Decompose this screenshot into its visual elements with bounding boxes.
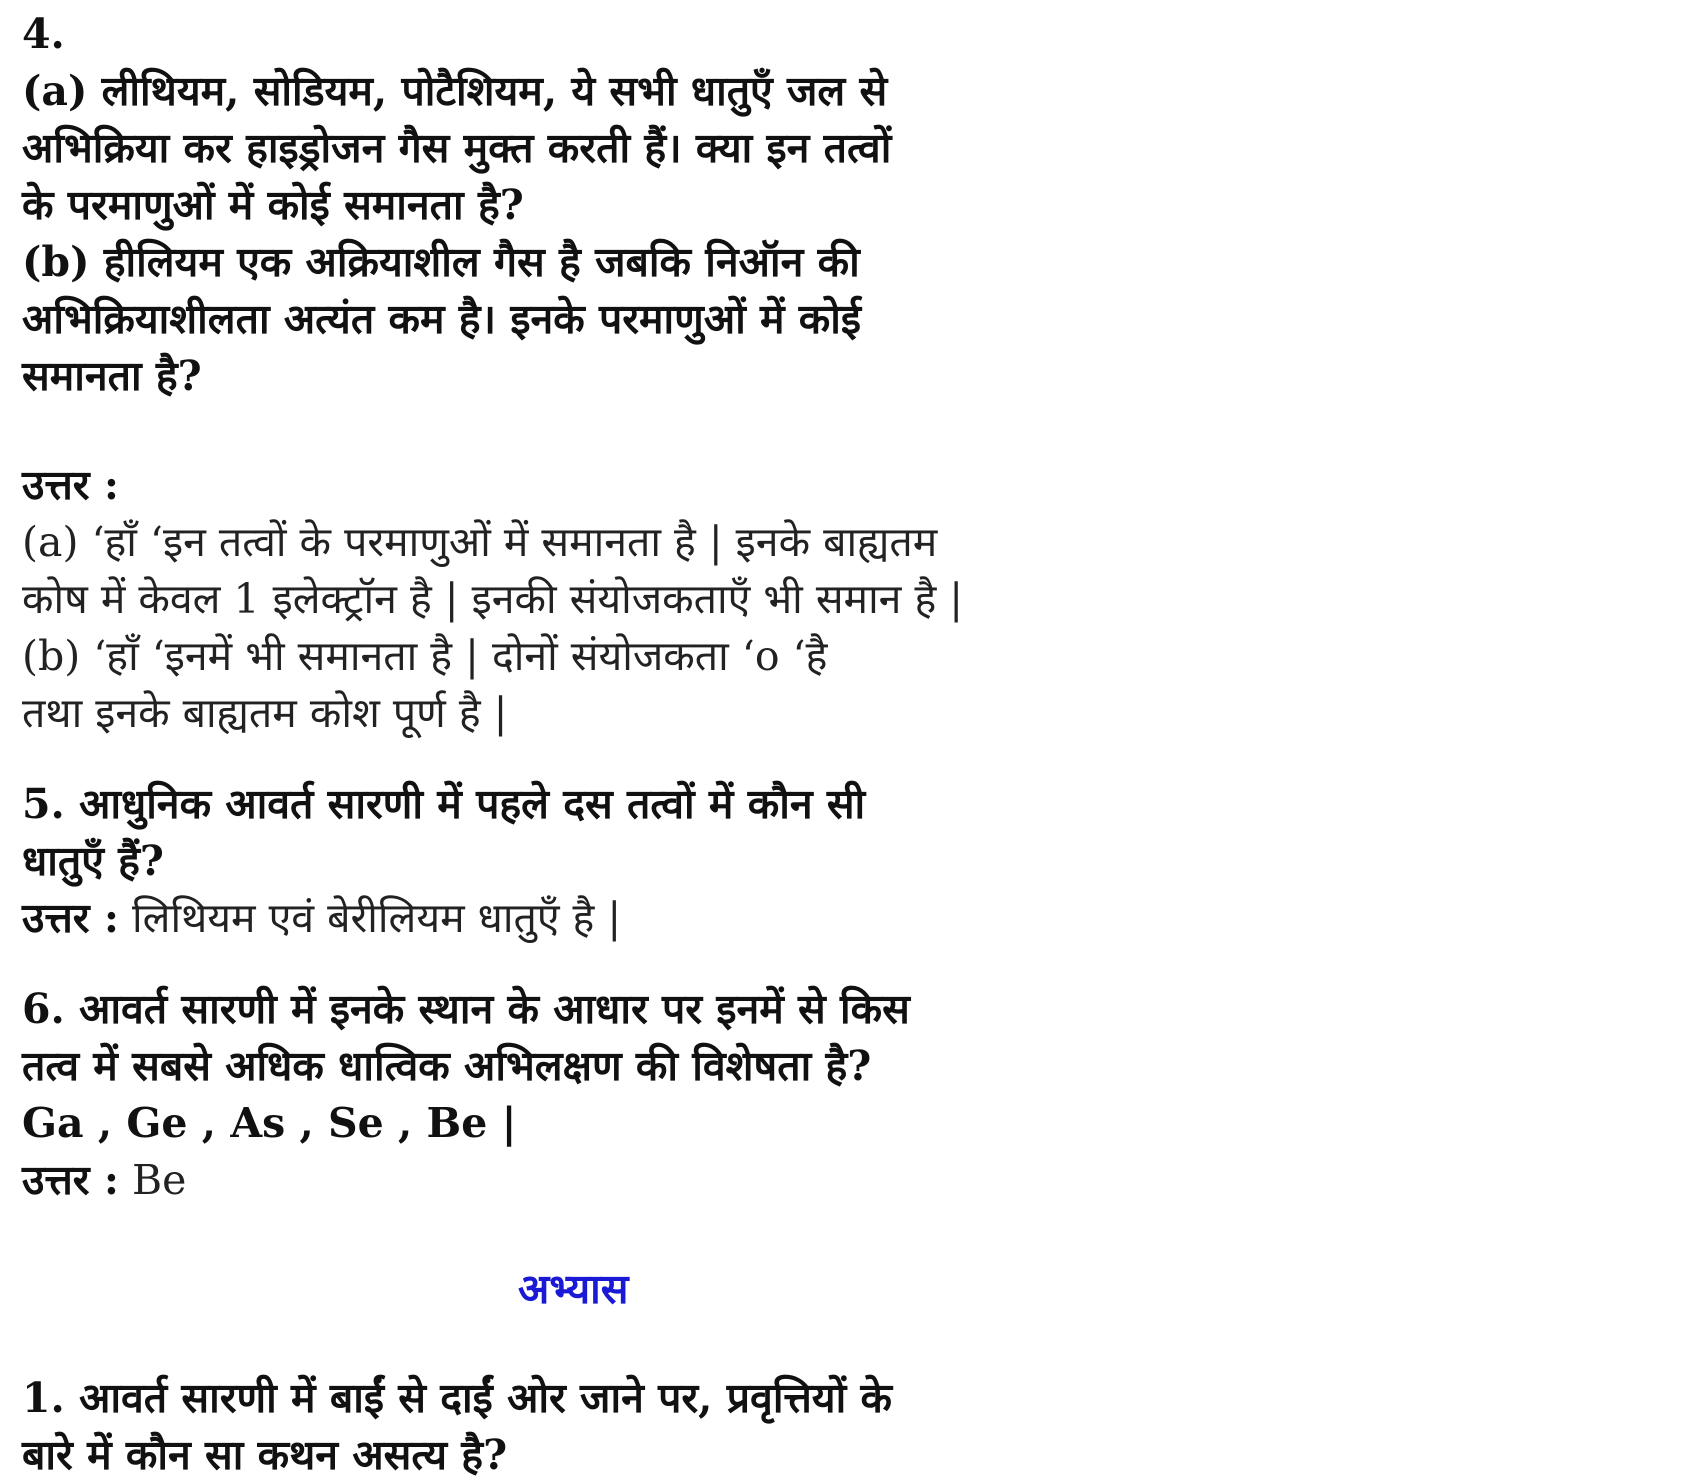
- question-4-number: 4.: [22, 10, 65, 58]
- question-4a-line-2: अभिक्रिया कर हाइड्रोजन गैस मुक्त करती हैं। क्या इन तत्वों: [22, 124, 892, 172]
- answer-6-text: Be: [132, 1156, 187, 1204]
- question-4b-line-3: समानता है?: [22, 352, 202, 400]
- question-5-line-1: 5. आधुनिक आवर्त सारणी में पहले दस तत्वों में कौन सी: [22, 780, 866, 828]
- spacer: [22, 1209, 1142, 1261]
- question-4b-line-1: (b) हीलियम एक अक्रियाशील गैस है जबकि निऑन की: [22, 238, 860, 286]
- spacer: [22, 1318, 1142, 1370]
- question-4a-line-3: के परमाणुओं में कोई समानता है?: [22, 181, 524, 229]
- answer-4-line-4: तथा इनके बाह्यतम कोश पूर्ण है |: [22, 689, 508, 737]
- question-6-line-1: 6. आवर्त सारणी में इनके स्थान के आधार पर इनमें से किस: [22, 985, 910, 1033]
- answer-6-row: [22, 1152, 1142, 1209]
- answer-5-text: लिथियम एवं बेरीलियम धातुएँ है |: [132, 894, 622, 942]
- exercise-question-1-line-1: 1. आवर्त सारणी में बाईं से दाईं ओर जाने पर, प्रवृत्तियों के: [22, 1374, 892, 1422]
- answer-5-row: [22, 890, 1142, 947]
- question-6-options: Ga , Ge , As , Se , Be |: [22, 1099, 517, 1147]
- question-4a-line-1: (a) लीथियम, सोडियम, पोटैशियम, ये सभी धातुएँ जल से: [22, 67, 888, 115]
- answer-5-label: उत्तर :: [22, 894, 119, 942]
- question-6-line-2: तत्व में सबसे अधिक धात्विक अभिलक्षण की विशेषता है?: [22, 1042, 872, 1090]
- answer-4-label: उत्तर :: [22, 461, 119, 509]
- spacer: [22, 742, 1142, 776]
- document-page: [22, 6, 1142, 1484]
- question-5-line-2: धातुएँ हैं?: [22, 837, 164, 885]
- exercise-heading: अभ्यास: [518, 1265, 629, 1313]
- answer-4-line-2: कोष में केवल 1 इलेक्ट्रॉन है | इनकी संयोजकताएँ भी समान है |: [22, 575, 964, 623]
- spacer: [22, 405, 1142, 457]
- question-4b-line-2: अभिक्रियाशीलता अत्यंत कम है। इनके परमाणुओं में कोई: [22, 295, 862, 343]
- answer-6-label: उत्तर :: [22, 1156, 119, 1204]
- exercise-question-1-line-2: बारे में कौन सा कथन असत्य है?: [22, 1431, 508, 1479]
- answer-4-line-3: (b) ‘हाँ ‘इनमें भी समानता है | दोनों संयोजकता ‘o ‘है: [22, 632, 828, 680]
- answer-4-line-1: (a) ‘हाँ ‘इन तत्वों के परमाणुओं में समानता है | इनके बाह्यतम: [22, 518, 938, 566]
- spacer: [22, 947, 1142, 981]
